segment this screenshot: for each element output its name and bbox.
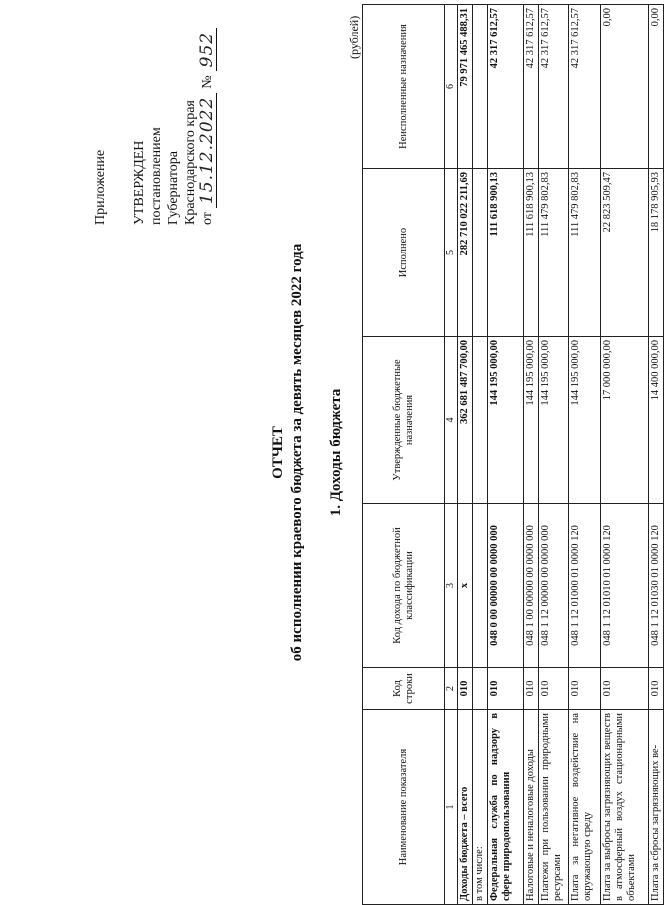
row-class-code: 048 1 12 00000 00 0000 000 (539, 504, 569, 668)
revenue-table (362, 4, 664, 905)
row-name: Плата за негативное воздействие на окружающую среду (569, 710, 601, 905)
row-unexecuted: 42 317 612,57 (539, 5, 569, 169)
approved-label: УТВЕРЖДЕН (132, 140, 147, 225)
row-executed: 22 823 509,47 (601, 169, 649, 337)
row-name: Плата за выбросы загрязняющих веществ в атмосферный воздух стационарными объектами (601, 710, 649, 905)
approved-line-3: Краснодарского края (183, 100, 198, 225)
row-code: 010 (458, 668, 473, 710)
row-class-code: 048 1 12 01000 01 0000 120 (569, 504, 601, 668)
row-approved: 362 681 487 700,00 (458, 337, 473, 504)
column-number: 2 (445, 668, 458, 710)
row-unexecuted: 79 971 465 488,31 (458, 5, 473, 169)
header-executed: Исполнено (363, 169, 445, 337)
row-unexecuted (473, 5, 488, 169)
table-row (473, 5, 488, 905)
appendix-block (92, 10, 217, 225)
row-code: 010 (569, 668, 601, 710)
header-class-code: Код дохода по бюджетной классификации (363, 504, 445, 668)
row-approved: 144 195 000,00 (569, 337, 601, 504)
row-executed: 282 710 022 211,69 (458, 169, 473, 337)
table-row (458, 5, 473, 905)
row-name: Налоговые и неналоговые доходы (524, 710, 539, 905)
row-executed: 111 618 900,13 (488, 169, 524, 337)
row-executed (473, 169, 488, 337)
row-code: 010 (601, 668, 649, 710)
column-number: 3 (445, 504, 458, 668)
column-number: 1 (445, 710, 458, 905)
row-name: Платежи при пользовании природными ресурсами (539, 710, 569, 905)
row-name: Плата за сбросы загрязняющих ве- (649, 710, 664, 905)
section-title: 1. Доходы бюджета (328, 388, 344, 517)
row-unexecuted: 42 317 612,57 (524, 5, 539, 169)
from-label: от (200, 212, 215, 225)
header-code: Код строки (363, 668, 445, 710)
row-unexecuted: 0,00 (601, 5, 649, 169)
row-name: в том числе: (473, 710, 488, 905)
report-title: ОТЧЕТ (270, 426, 286, 479)
decree-number: 952 (199, 28, 217, 71)
number-label: № (200, 75, 215, 89)
header-name: Наименование показателя (363, 710, 445, 905)
approved-line-1: постановлением (149, 127, 164, 225)
row-code: 010 (539, 668, 569, 710)
row-class-code (473, 504, 488, 668)
row-unexecuted: 42 317 612,57 (488, 5, 524, 169)
column-number: 4 (445, 337, 458, 504)
decree-signature-line (199, 10, 217, 225)
report-subtitle: об исполнении краевого бюджета за девять месяцев 2022 года (289, 243, 305, 662)
table-row (539, 5, 569, 905)
column-number: 5 (445, 169, 458, 337)
row-code: 010 (524, 668, 539, 710)
row-class-code: х (458, 504, 473, 668)
row-approved: 144 195 000,00 (488, 337, 524, 504)
row-approved: 144 195 000,00 (539, 337, 569, 504)
row-class-code: 048 1 12 01030 01 0000 120 (649, 504, 664, 668)
row-executed: 111 479 802,83 (539, 169, 569, 337)
row-code (473, 668, 488, 710)
row-executed: 18 178 905,93 (649, 169, 664, 337)
row-code: 010 (488, 668, 524, 710)
row-unexecuted: 0,00 (649, 5, 664, 169)
approved-line-2: Губернатора (166, 150, 181, 225)
row-executed: 111 618 900,13 (524, 169, 539, 337)
row-approved: 14 400 000,00 (649, 337, 664, 504)
row-approved (473, 337, 488, 504)
decree-date: 15.12.2022 (199, 93, 217, 208)
table-row (649, 5, 664, 905)
table-row (601, 5, 649, 905)
table-row (488, 5, 524, 905)
row-unexecuted: 42 317 612,57 (569, 5, 601, 169)
row-approved: 17 000 000,00 (601, 337, 649, 504)
row-class-code: 048 1 12 01010 01 0000 120 (601, 504, 649, 668)
row-name: Федеральная служба по надзору в сфере природопользования (488, 710, 524, 905)
table-row (524, 5, 539, 905)
header-unexecuted: Неисполненные назначения (363, 5, 445, 169)
header-approved: Утвержденные бюджетные назначения (363, 337, 445, 504)
table-row (569, 5, 601, 905)
appendix-label: Приложение (93, 149, 108, 225)
units-label: (рублей) (347, 15, 361, 59)
row-approved: 144 195 000,00 (524, 337, 539, 504)
column-number: 6 (445, 5, 458, 169)
row-name: Доходы бюджета – всего (458, 710, 473, 905)
row-code: 010 (649, 668, 664, 710)
row-class-code: 048 0 00 00000 00 0000 000 (488, 504, 524, 668)
row-class-code: 048 1 00 00000 00 0000 000 (524, 504, 539, 668)
row-executed: 111 479 802,83 (569, 169, 601, 337)
